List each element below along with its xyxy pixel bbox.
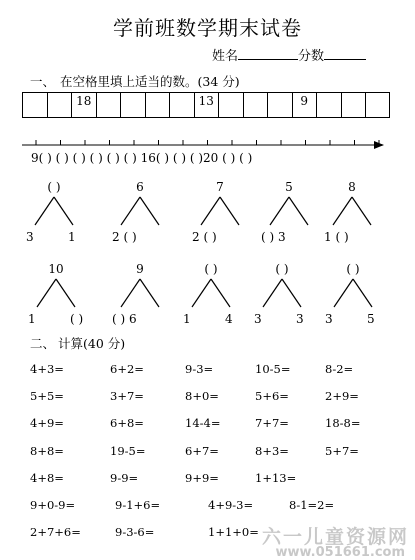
student-info-line [212,45,366,64]
number-bond-branches [328,277,378,311]
number-line-labels: 9( ) ( ) ( ) ( ) ( ) ( ) 16( ) ( ) ( )20 ( ) ( ) [31,151,253,165]
calc-problem[interactable]: 5+7= [325,443,359,458]
number-box-cell[interactable] [365,92,390,118]
number-bond-left[interactable]: 2 ( ) [192,230,217,244]
number-bond-left[interactable]: 3 [26,230,34,244]
calc-problem[interactable]: 3+7= [110,389,144,404]
number-bond-right[interactable]: 5 [367,312,375,326]
calc-problem[interactable]: 7+7= [255,416,289,431]
number-bond-branch [270,197,289,225]
watermark-url: www.051661.com [275,545,405,560]
number-bond-branch [334,279,353,307]
number-box-cell[interactable] [316,92,341,118]
calc-problem[interactable]: 9-9= [110,470,139,485]
number-bond-left[interactable]: 3 [254,312,262,326]
number-bond-top[interactable]: ( ) [204,262,218,276]
section-2-text: 计算(40 分) [58,336,126,351]
calc-problem[interactable]: 1+1+0= [208,525,259,540]
number-bond-branch [353,279,372,307]
section-1-heading [30,72,240,90]
number-box-cell[interactable] [267,92,292,118]
calc-problem[interactable]: 6+2= [110,362,144,376]
number-box-cell[interactable] [96,92,121,118]
number-bond-left[interactable]: 3 [325,312,333,326]
number-box-cell[interactable] [22,92,47,118]
number-bond-branch [201,197,220,225]
number-bond-branches [257,277,307,311]
number-box-cell[interactable] [169,92,194,118]
score-label: 分数 [298,49,325,64]
calc-problem[interactable]: 9-3-6= [115,525,155,540]
name-label: 姓名 [212,49,239,64]
section-1-number: 一、 [30,74,56,89]
calc-problem[interactable]: 8+8= [30,443,64,458]
calc-problem[interactable]: 8+0= [185,389,219,404]
number-bond-branch [220,197,239,225]
number-box-cell[interactable] [47,92,72,118]
number-bond-branch [35,197,54,225]
number-bond-top[interactable]: 6 [136,180,144,194]
calc-problem[interactable]: 9+0-9= [30,498,76,512]
number-bond-top[interactable]: 9 [136,262,144,276]
number-bond-branch [140,197,159,225]
calc-problem[interactable]: 18-8= [325,416,361,431]
watermark-site-name: 六一儿童资源网 [261,526,409,548]
number-bond-branch [121,279,140,307]
calc-problem[interactable]: 5+5= [30,389,64,404]
section-1-text: 在空格里填上适当的数。(34 分) [60,74,240,89]
number-bond-branch [289,197,308,225]
number-bond-branch [56,279,75,307]
number-bond-branch [263,279,282,307]
number-bond-right[interactable]: 1 [68,230,76,244]
calc-problem[interactable]: 8-2= [325,362,354,376]
number-bond-left[interactable]: ( ) 6 [112,312,137,326]
number-bond-branches [115,277,165,311]
number-bond-left[interactable]: 1 [183,312,191,326]
number-bond-top[interactable]: 10 [48,262,64,276]
number-box-cell[interactable]: 18 [71,92,96,118]
number-bond-branch [192,279,211,307]
number-bond-branch [140,279,159,307]
number-box-cell[interactable] [243,92,268,118]
number-box-cell[interactable] [341,92,366,118]
number-box-cell[interactable] [145,92,170,118]
number-bond-top[interactable]: ( ) [275,262,289,276]
calc-problem[interactable]: 4+9= [30,416,64,431]
number-bond-branches [29,195,79,229]
number-box-cell[interactable] [218,92,243,118]
calc-problem[interactable]: 9+9= [185,470,219,485]
number-bond-branches [186,277,236,311]
number-bond-branches [195,195,245,229]
calc-problem[interactable]: 4+9-3= [208,498,254,512]
number-bond-branches [264,195,314,229]
number-bond-left[interactable]: 1 ( ) [324,230,349,244]
number-line-ticks [36,140,379,145]
calc-problem[interactable]: 4+3= [30,362,64,376]
page-title: 学前班数学期末试卷 [113,16,302,40]
number-bond-branch [121,197,140,225]
section-2-number: 二、 [30,336,56,351]
calc-problem[interactable]: 2+7+6= [30,525,81,540]
number-bond-branch [37,279,56,307]
number-bond-branch [54,197,73,225]
number-bond-top[interactable]: 5 [285,180,293,194]
calc-problem[interactable]: 9-3= [185,362,214,376]
number-bond-left[interactable]: ( ) 3 [261,230,286,244]
number-bond-right[interactable]: 3 [296,312,304,326]
calc-problem[interactable]: 10-5= [255,362,291,376]
number-bond-top[interactable]: ( ) [346,262,360,276]
number-bond-branches [327,195,377,229]
number-bond-top[interactable]: 7 [216,180,224,194]
number-box-cell[interactable]: 13 [194,92,219,118]
calc-problem[interactable]: 6+7= [185,443,219,458]
number-bond-top[interactable]: 8 [348,180,356,194]
number-bond-top[interactable]: ( ) [47,180,61,194]
number-bond-right[interactable]: 4 [225,312,233,326]
calc-problem[interactable]: 9-1+6= [115,498,161,512]
calc-problem[interactable]: 6+8= [110,416,144,431]
number-box-cell[interactable]: 9 [292,92,317,118]
calc-problem[interactable]: 5+6= [255,389,289,404]
number-bond-right[interactable]: ( ) [70,312,84,326]
number-bond-branch [211,279,230,307]
number-box-cell[interactable] [120,92,145,118]
number-bond-left[interactable]: 1 [28,312,36,326]
calc-problem[interactable]: 19-5= [110,443,146,458]
score-blank[interactable] [324,48,366,60]
number-box-row [22,92,390,118]
calc-problem[interactable]: 2+9= [325,389,359,404]
number-bond-branches [31,277,81,311]
section-2-heading [30,334,125,352]
calc-problem[interactable]: 8-1=2= [289,498,335,512]
name-blank[interactable] [238,48,298,60]
number-bond-branches [115,195,165,229]
number-bond-branch [333,197,352,225]
number-bond-branch [352,197,371,225]
number-bond-left[interactable]: 2 ( ) [112,230,137,244]
calc-problem[interactable]: 1+13= [255,470,297,485]
calc-problem[interactable]: 14-4= [185,416,221,431]
calc-problem[interactable]: 4+8= [30,470,64,485]
number-bond-branch [282,279,301,307]
calc-problem[interactable]: 8+3= [255,443,289,458]
